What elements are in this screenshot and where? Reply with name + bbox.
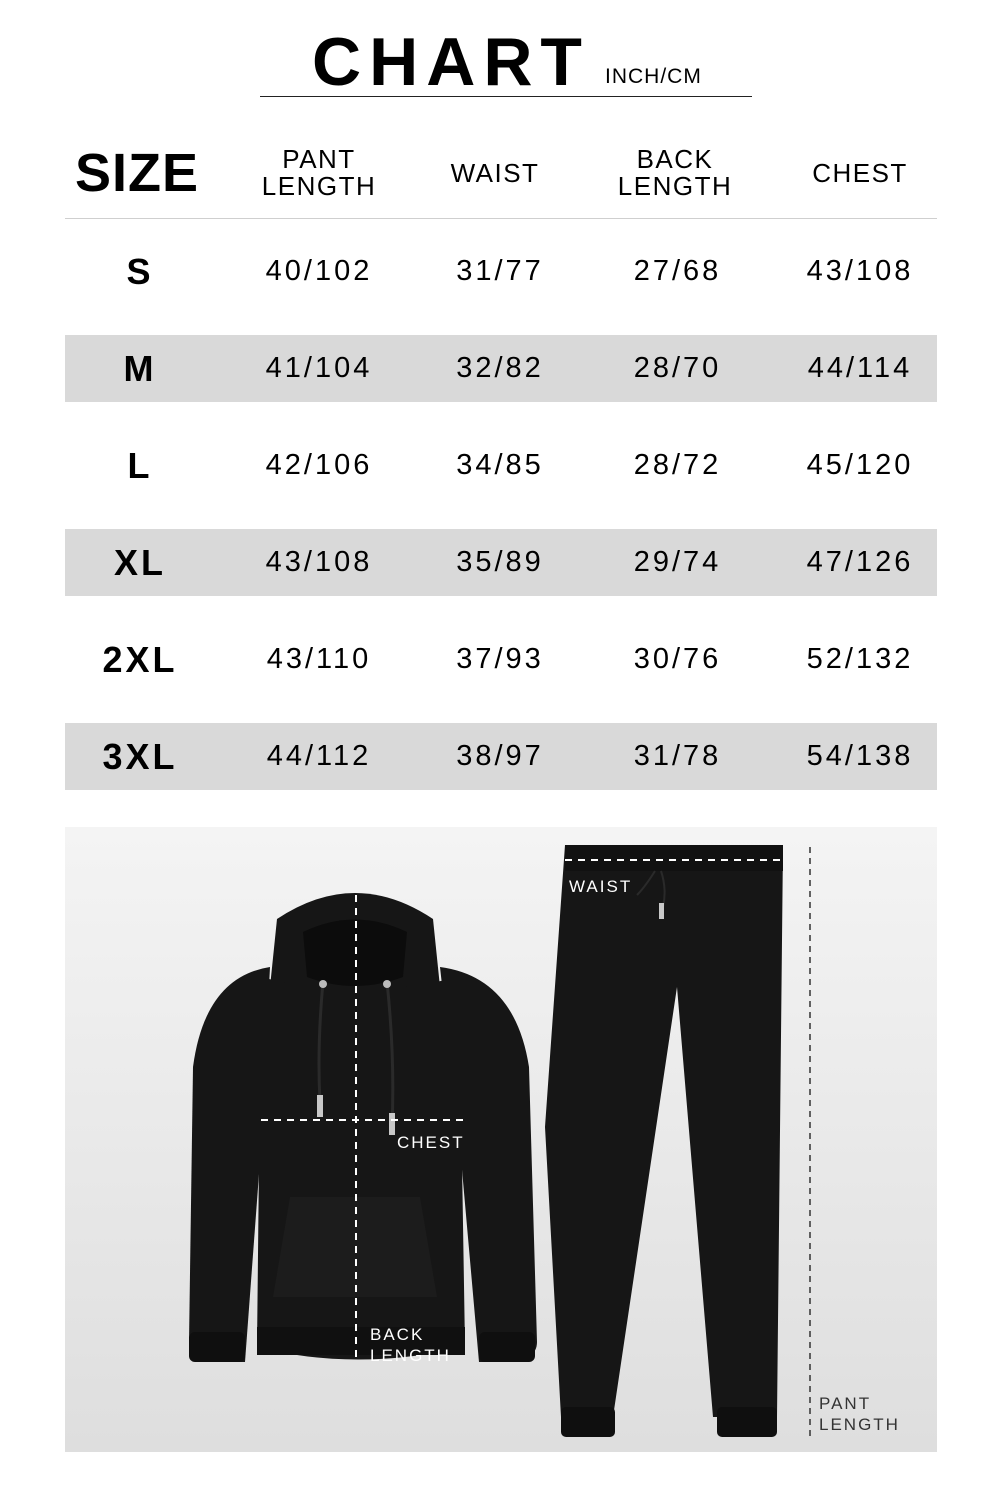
waist-cell: 34/85 xyxy=(456,449,544,481)
waist-label: WAIST xyxy=(569,877,633,896)
back-length-cell: 30/76 xyxy=(633,643,722,675)
chest-cell: 45/120 xyxy=(806,449,914,481)
table-row xyxy=(65,529,937,596)
pant-length-cell: 40/102 xyxy=(265,255,373,287)
header-back-length: BACK LENGTH xyxy=(617,144,733,201)
chest-label: CHEST xyxy=(397,1133,465,1152)
size-cell: M xyxy=(123,348,157,389)
header-size: SIZE xyxy=(75,143,200,203)
waist-cell: 31/77 xyxy=(456,255,544,287)
size-cell: XL xyxy=(113,542,166,583)
unit-label: INCH/CM xyxy=(605,65,702,88)
chest-cell: 52/132 xyxy=(806,643,914,675)
waist-cell: 37/93 xyxy=(456,643,544,675)
chest-cell: 44/114 xyxy=(807,352,913,384)
chart-title: CHART xyxy=(312,24,590,100)
header-pant-length: PANT LENGTH xyxy=(261,144,377,201)
size-cell: S xyxy=(126,251,154,292)
size-table-body xyxy=(65,238,937,820)
chest-cell: 54/138 xyxy=(806,740,914,772)
back-length-cell: 28/70 xyxy=(633,352,722,384)
pant-length-cell: 41/104 xyxy=(265,352,373,384)
back-length-label: BACK LENGTH xyxy=(370,1325,451,1365)
garment-illustration xyxy=(65,827,937,1452)
waist-cell: 38/97 xyxy=(456,740,544,772)
table-header xyxy=(65,128,937,219)
back-length-cell: 29/74 xyxy=(633,546,722,578)
pant-length-cell: 44/112 xyxy=(266,740,372,772)
header-chest: CHEST xyxy=(812,157,908,188)
table-row xyxy=(65,626,937,693)
waist-cell: 32/82 xyxy=(456,352,544,384)
chart-title-block xyxy=(260,20,752,100)
back-length-cell: 27/68 xyxy=(633,255,722,287)
pants-illustration xyxy=(545,845,783,1437)
pant-length-cell: 43/110 xyxy=(266,643,372,675)
hoodie-illustration xyxy=(189,893,537,1362)
size-cell: L xyxy=(127,445,153,486)
chest-cell: 43/108 xyxy=(806,255,914,287)
pant-length-cell: 43/108 xyxy=(265,546,373,578)
size-cell: 3XL xyxy=(102,736,178,777)
measurement-diagram xyxy=(65,827,937,1452)
table-row xyxy=(65,723,937,790)
back-length-cell: 31/78 xyxy=(633,740,722,772)
table-row xyxy=(65,335,937,402)
header-waist: WAIST xyxy=(450,157,540,188)
table-row xyxy=(65,432,937,499)
size-cell: 2XL xyxy=(102,639,178,680)
waist-cell: 35/89 xyxy=(456,546,544,578)
pant-length-cell: 42/106 xyxy=(265,449,373,481)
chest-cell: 47/126 xyxy=(806,546,914,578)
pant-length-label: PANT LENGTH xyxy=(819,1394,900,1434)
table-row xyxy=(65,238,937,305)
back-length-cell: 28/72 xyxy=(633,449,722,481)
